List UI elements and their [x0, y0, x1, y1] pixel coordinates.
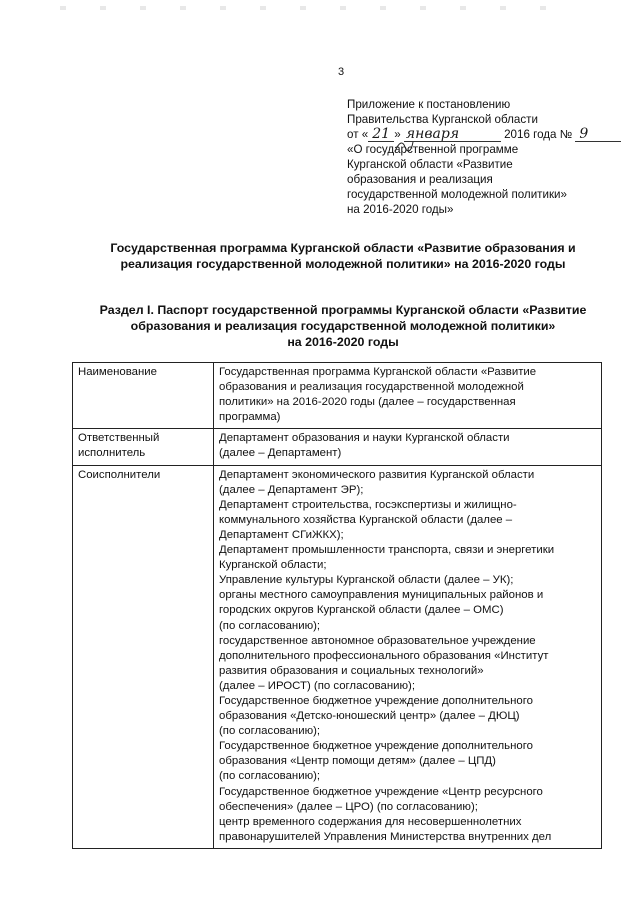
program-title-line: Государственная программа Курганской области «Развитие образования и	[110, 241, 576, 255]
date-mid: »	[394, 128, 401, 141]
row-value-text: правонарушителей Управления Министерства внутренних дел	[219, 830, 552, 843]
row-value-text: обеспечения» (далее – ЦРО) (по согласованию);	[219, 800, 478, 813]
row-value-text: коммунального хозяйства Курганской области (далее –	[219, 513, 513, 526]
appendix-line: государственной молодежной политики»	[347, 188, 567, 201]
handwritten-number: 9	[575, 128, 621, 142]
appendix-line: образования и реализация	[347, 173, 493, 186]
row-value-text: Государственное бюджетное учреждение дополнительного	[219, 694, 533, 707]
row-value-cell	[214, 465, 602, 848]
row-label-text: исполнитель	[78, 447, 146, 460]
page-number: 3	[338, 66, 345, 78]
row-value-text: (по согласованию);	[219, 725, 321, 738]
row-value-text: Департамент образования и науки Курганской области	[219, 432, 510, 445]
row-value-text: Государственное бюджетное учреждение дополнительного	[219, 740, 533, 753]
appendix-line: Приложение к постановлению	[347, 98, 511, 111]
row-value-text: Департамент промышленности транспорта, связи и энергетики	[219, 544, 555, 557]
row-value-text: (далее – ИРОСТ) (по согласованию);	[219, 679, 415, 692]
date-year-text: 2016 года №	[504, 128, 573, 141]
section-title-line: Раздел I. Паспорт государственной программы Курганской области «Развитие	[99, 303, 587, 317]
scan-artifact	[60, 6, 580, 10]
row-value-text: политики» на 2016-2020 годы (далее – государственная	[219, 396, 516, 409]
row-label-cell	[73, 429, 214, 465]
table-row	[73, 429, 602, 465]
row-value-text: Департамент строительства, госэкспертизы и жилищно-	[219, 498, 517, 511]
row-label-text: Соисполнители	[78, 468, 161, 481]
program-title	[70, 240, 616, 272]
row-value-text: Курганской области;	[219, 559, 327, 572]
row-value-cell	[214, 363, 602, 429]
appendix-line: «О государственной программе	[347, 143, 519, 156]
row-label-cell	[73, 465, 214, 848]
appendix-line: Правительства Курганской области	[347, 113, 538, 126]
row-value-text: образования и реализация государственной молодежной	[219, 381, 524, 394]
row-value-text: дополнительного профессионального образования «Институт	[219, 649, 549, 662]
row-value-text: развития образования и социальных технологий»	[219, 664, 484, 677]
section-title-line: на 2016-2020 годы	[287, 335, 399, 349]
appendix-line: на 2016-2020 годы»	[347, 203, 454, 216]
appendix-date-line	[347, 127, 617, 142]
program-passport-table	[72, 362, 602, 849]
row-value-text: образования «Центр помощи детям» (далее – ЦПД)	[219, 755, 496, 768]
date-prefix: от «	[347, 128, 369, 141]
table-row	[73, 363, 602, 429]
row-value-text: программа)	[219, 411, 281, 424]
row-value-text: образования «Детско-юношеский центр» (далее – ДЮЦ)	[219, 710, 520, 723]
row-value-text: центр временного содержания для несовершеннолетних	[219, 815, 522, 828]
handwritten-stroke-icon	[393, 139, 415, 155]
row-value-text: Департамент экономического развития Курганской области	[219, 468, 535, 481]
handwritten-day: 21	[368, 128, 394, 142]
table-row	[73, 465, 602, 848]
appendix-line: Курганской области «Развитие	[347, 158, 513, 171]
row-value-text: Управление культуры Курганской области (далее – УК);	[219, 574, 514, 587]
section-title-line: образования и реализация государственной молодежной политики»	[130, 319, 556, 333]
row-value-text: Департамент СГиЖКХ);	[219, 528, 344, 541]
row-value-text: Государственное бюджетное учреждение «Центр ресурсного	[219, 785, 543, 798]
row-label-text: Наименование	[78, 366, 157, 378]
row-value-text: государственное автономное образовательное учреждение	[219, 634, 536, 647]
row-value-text: (далее – Департамент)	[219, 447, 342, 460]
row-value-text: (далее – Департамент ЭР);	[219, 483, 364, 496]
appendix-header	[347, 97, 617, 217]
row-value-text: городских округов Курганской области (далее – ОМС)	[219, 604, 504, 617]
program-title-line: реализация государственной молодежной политики» на 2016-2020 годы	[120, 257, 566, 271]
row-value-cell	[214, 429, 602, 465]
row-value-text: Государственная программа Курганской области «Развитие	[219, 366, 537, 378]
row-value-text: органы местного самоуправления муниципальных районов и	[219, 589, 544, 602]
section-title	[70, 302, 616, 350]
row-label-cell	[73, 363, 214, 429]
row-value-text: (по согласованию);	[219, 619, 321, 632]
row-value-text: (по согласованию);	[219, 770, 321, 783]
row-label-text: Ответственный	[78, 432, 160, 445]
handwritten-month: января	[404, 128, 501, 142]
